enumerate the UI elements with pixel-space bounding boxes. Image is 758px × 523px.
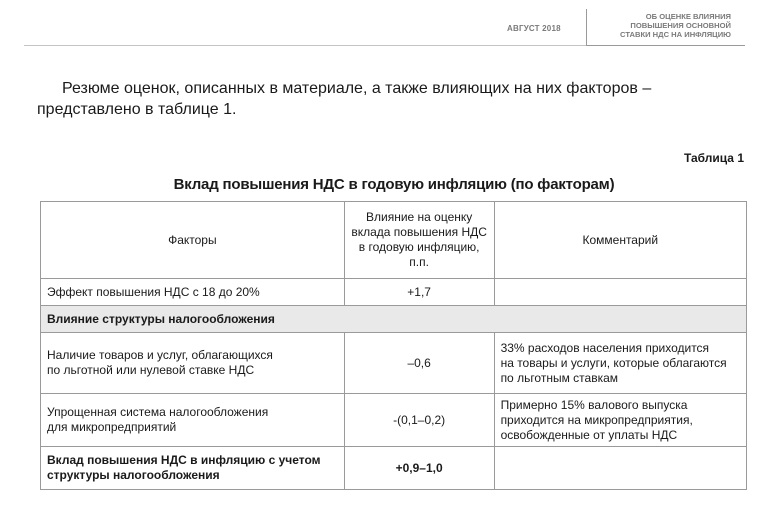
table-row [41,394,747,447]
impact-cell: +1,7 [344,279,494,306]
table-header-row [41,202,747,279]
impact-cell: –0,6 [344,333,494,394]
header-title-box [586,9,745,46]
comment-cell: 33% расходов населения приходится на товары и услуги, которые облагаются по льготным ставкам [494,333,746,394]
header-date: АВГУСТ 2018 [507,24,561,33]
vat-factors-table [40,201,747,490]
intro-paragraph: Резюме оценок, описанных в материале, а также влияющих на них факторов – представлено в таблице 1. [37,80,652,118]
table-row [41,333,747,394]
impact-cell: -(0,1–0,2) [344,394,494,447]
table-caption: Вклад повышения НДС в годовую инфляцию (по факторам) [173,176,615,193]
table-row [41,279,747,306]
column-header-comment: Комментарий [494,202,746,279]
factor-cell: Вклад повышения НДС в инфляцию с учетом структуры налогообложения [41,447,345,490]
table-row-total [41,447,747,490]
table-number: Таблица 1 [683,151,744,165]
factor-cell: Наличие товаров и услуг, облагающихся по льготной или нулевой ставке НДС [41,333,345,394]
comment-cell: Примерно 15% валового выпуска приходится на микропредприятия, освобожденные от уплаты НДС [494,394,746,447]
comment-cell [494,447,746,490]
factor-cell: Эффект повышения НДС с 18 до 20% [41,279,345,306]
impact-cell: +0,9–1,0 [344,447,494,490]
factor-cell: Упрощенная система налогообложения для микропредприятий [41,394,345,447]
comment-cell [494,279,746,306]
header-divider [24,45,586,46]
section-label: Влияние структуры налогообложения [41,306,747,333]
table-section-row [41,306,747,333]
header-title: ОБ ОЦЕНКЕ ВЛИЯНИЯ ПОВЫШЕНИЯ ОСНОВНОЙ СТАВКИ НДС НА ИНФЛЯЦИЮ [620,12,731,39]
column-header-impact: Влияние на оценку вклада повышения НДС в годовую инфляцию, п.п. [344,202,494,279]
column-header-factors: Факторы [41,202,345,279]
